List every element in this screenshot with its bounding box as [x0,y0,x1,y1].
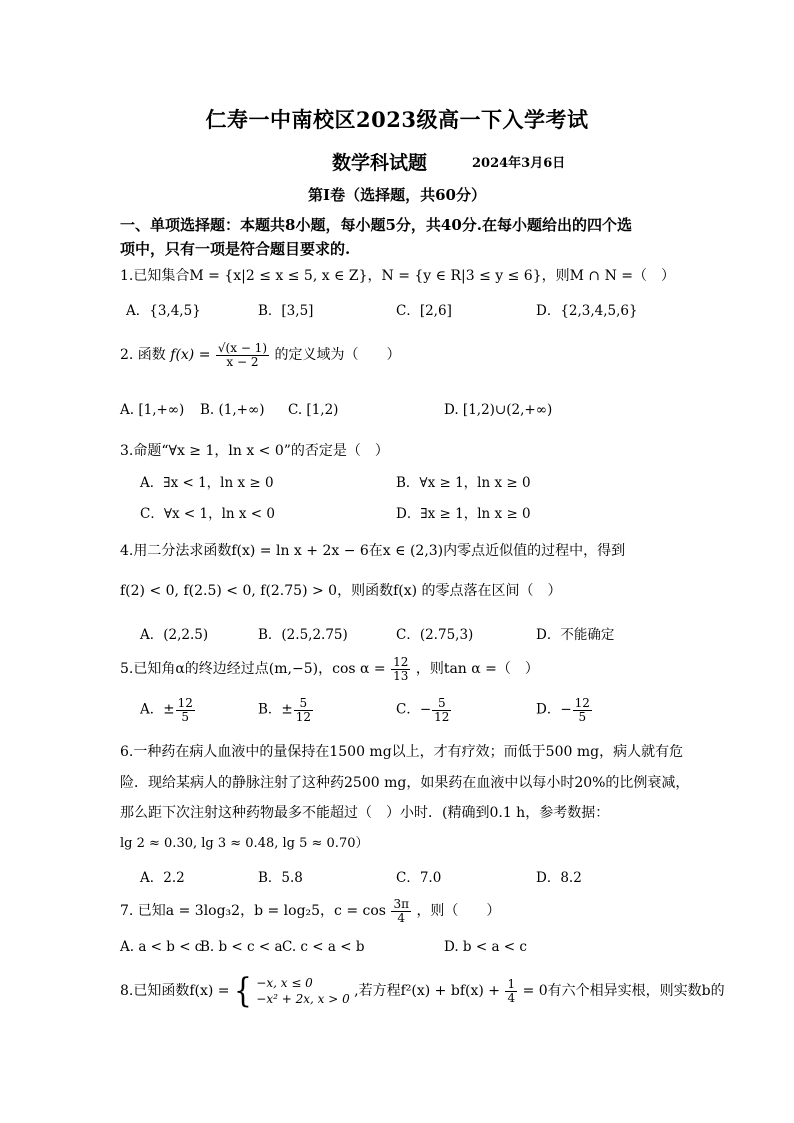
question-6-line1: 6.一种药在病人血液中的量保持在1500 mg以上，才有疗效；而低于500 mg，病人就有危 [120,744,684,760]
question-2-option-c: C. [1,2) [288,402,339,418]
question-2-option-d: D. [1,2)∪(2,+∞) [444,402,553,418]
option-denominator: 12 [295,709,312,724]
question-7-option-b: B. b < c < a [200,939,283,955]
question-7-denominator: 4 [397,910,406,925]
question-5-denominator: 13 [393,668,409,683]
question-6-line3: 那么距下次注射这种药物最多不能超过（ ）小时．(精确到0.1 h，参考数据： [120,805,610,821]
question-8-prefix: 8.已知函数f(x) = [120,983,230,1000]
volume-heading: 第Ⅰ卷（选择题，共60分） [308,186,486,204]
question-8-fraction [505,978,517,1004]
question-2-suffix: 的定义域为（ ） [274,347,401,364]
section-heading-line1: 一、单项选择题：本题共8小题，每小题5分，共40分.在每小题给出的四个选 [120,216,632,234]
question-8-suffix: = 0有六个相异实根，则实数b的 [522,983,725,1000]
question-3-option-d: D．∃x ≥ 1，ln x ≥ 0 [396,506,531,522]
option-label: C．− [396,701,432,718]
question-1-option-a: A．{3,4,5} [126,303,201,319]
question-5-fraction [391,656,410,682]
question-8-numerator: 1 [507,977,516,992]
question-2-option-b: B. (1,+∞) [200,402,265,418]
question-4-option-a: A．(2,2.5) [140,627,209,643]
question-4-line1: 4.用二分法求函数f(x) = ln x + 2x − 6在x ∈ (2,3)内零点近似值的过程中，得到 [120,543,626,559]
question-5-option-c [396,697,452,723]
question-2-denominator: x − 2 [226,354,259,369]
section-heading-line2: 项中，只有一项是符合题目要求的. [120,240,351,258]
exam-subtitle: 数学科试题 [332,152,428,174]
question-7-stem [120,898,500,924]
question-4-line2: f(2) < 0, f(2.5) < 0, f(2.75) > 0，则函数f(x) 的零点落在区间（ ） [120,583,562,599]
question-1-stem: 1.已知集合M = {x|2 ≤ x ≤ 5, x ∈ Z}，N = {y ∈ R|3 ≤ y ≤ 6}，则M ∩ N =（ ） [120,268,676,284]
question-6-line4: lg 2 ≈ 0.30, lg 3 ≈ 0.48, lg 5 ≈ 0.70） [120,836,369,851]
question-3-option-c: C．∀x < 1，ln x < 0 [140,506,275,522]
question-5-option-d [536,697,593,723]
question-4-option-d: D．不能确定 [536,627,615,643]
question-7-fraction [391,898,411,924]
question-2-numerator: √(x − 1) [217,341,268,355]
option-numerator: 12 [177,696,193,710]
question-8-denominator: 4 [507,990,516,1005]
option-fraction [573,697,592,723]
option-numerator: 12 [574,696,590,710]
question-4-option-c: C．(2.75,3) [396,627,474,643]
exam-date: 2024年3月6日 [472,156,566,171]
option-fraction [294,697,313,723]
question-6-option-c: C．7.0 [396,870,442,886]
question-2-option-a: A. [1,+∞) [120,402,185,418]
option-fraction [432,697,451,723]
question-2-prefix: 2. 函数 [120,347,166,364]
question-3-option-b: B．∀x ≥ 1，ln x ≥ 0 [396,475,531,491]
question-3-stem: 3.命题“∀x ≥ 1，ln x < 0”的否定是（ ） [120,443,389,459]
question-7-option-d: D. b < a < c [444,939,527,955]
question-7-prefix: 7. 已知a = 3log₃2，b = log₂5，c = cos [120,903,386,920]
exam-title: 仁寿一中南校区2023级高一下入学考试 [205,107,589,132]
option-numerator: 5 [432,697,451,711]
question-5-numerator: 12 [393,655,409,669]
piecewise-cases [256,975,349,1007]
question-1-option-b: B．[3,5] [258,303,314,319]
question-1-option-d: D．{2,3,4,5,6} [536,303,638,319]
piecewise-case-2: −x² + 2x, x > 0 [256,992,350,1007]
question-8-mid: ,若方程f²(x) + bf(x) + [354,983,501,1000]
question-7-option-a: A. a < b < c [120,939,203,955]
question-3-option-a: A．∃x < 1，ln x ≥ 0 [140,475,274,491]
question-5-prefix: 5.已知角α的终边经过点(m,−5)，cos α = [120,661,386,678]
option-fraction [176,697,195,723]
question-1-option-c: C．[2,6] [396,303,452,319]
question-7-numerator: 3π [393,897,409,911]
question-8-stem [120,970,725,1011]
question-2-stem [120,342,400,368]
question-5-stem [120,656,539,682]
option-label: D．− [536,701,572,718]
question-6-option-a: A．2.2 [140,870,185,886]
question-7-option-c: C. c < a < b [282,939,365,955]
piecewise-brace: { [234,970,252,1011]
question-4-option-b: B．(2.5,2.75) [258,627,348,643]
option-denominator: 5 [181,709,190,724]
question-7-suffix: ，则（ ） [416,903,501,920]
question-5-option-b [258,697,314,723]
piecewise-case-1: −x, x ≤ 0 [256,976,313,990]
question-6-option-d: D．8.2 [536,870,582,886]
question-2-fraction [216,342,269,368]
option-numerator: 5 [294,697,313,711]
question-5-option-a [140,697,196,723]
question-5-suffix: ，则tan α =（ ） [415,661,539,678]
option-label: B．± [258,701,293,718]
option-denominator: 12 [434,709,450,724]
option-denominator: 5 [578,709,587,724]
option-label: A．± [140,701,175,718]
question-6-line2: 险．现给某病人的静脉注射了这种药2500 mg，如果药在血液中以每小时20%的比例衰减， [120,775,690,791]
question-2-fx: f(x) = [170,347,211,364]
question-6-option-b: B．5.8 [258,870,303,886]
